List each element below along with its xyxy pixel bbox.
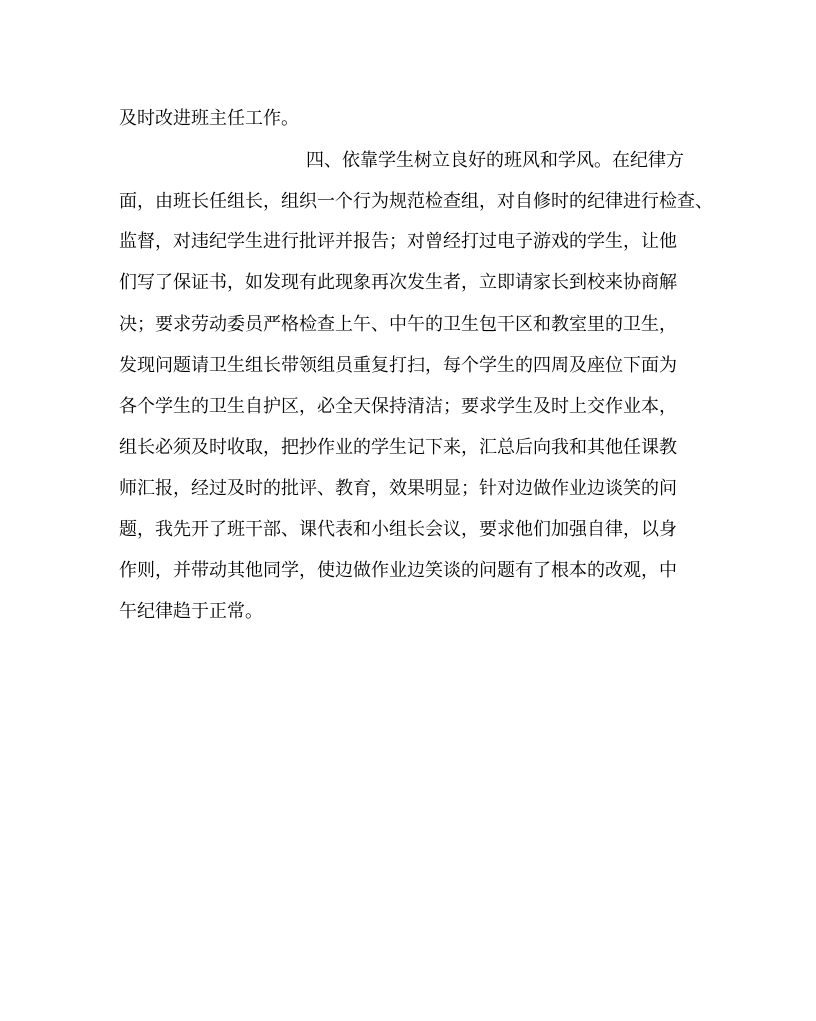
text-line: 作则，并带动其他同学，使边做作业边笑谈的问题有了根本的改观，中 xyxy=(119,560,677,581)
text-line: 决；要求劳动委员严格检查上午、中午的卫生包干区和教室里的卫生， xyxy=(119,314,677,335)
text-line: 们写了保证书，如发现有此现象再次发生者，立即请家长到校来协商解 xyxy=(119,272,677,293)
text-line: 发现问题请卫生组长带领组员重复打扫，每个学生的四周及座位下面为 xyxy=(119,355,677,376)
text-line: 面，由班长任组长，组织一个行为规范检查组，对自修时的纪律进行检查、 xyxy=(119,191,713,212)
text-line: 题，我先开了班干部、课代表和小组长会议，要求他们加强自律，以身 xyxy=(119,519,677,540)
text-line: 监督，对违纪学生进行批评并报告；对曾经打过电子游戏的学生，让他 xyxy=(119,231,677,252)
text-line: 及时改进班主任工作。 xyxy=(119,108,299,129)
paragraph-start-line: 四、依靠学生树立良好的班风和学风。在纪律方 xyxy=(306,150,684,171)
text-line: 组长必须及时收取，把抄作业的学生记下来，汇总后向我和其他任课教 xyxy=(119,437,677,458)
text-line: 各个学生的卫生自护区，必全天保持清洁；要求学生及时上交作业本， xyxy=(119,396,677,417)
text-line: 师汇报，经过及时的批评、教育，效果明显；针对边做作业边谈笑的问 xyxy=(119,478,677,499)
text-line: 午纪律趋于正常。 xyxy=(119,601,263,622)
